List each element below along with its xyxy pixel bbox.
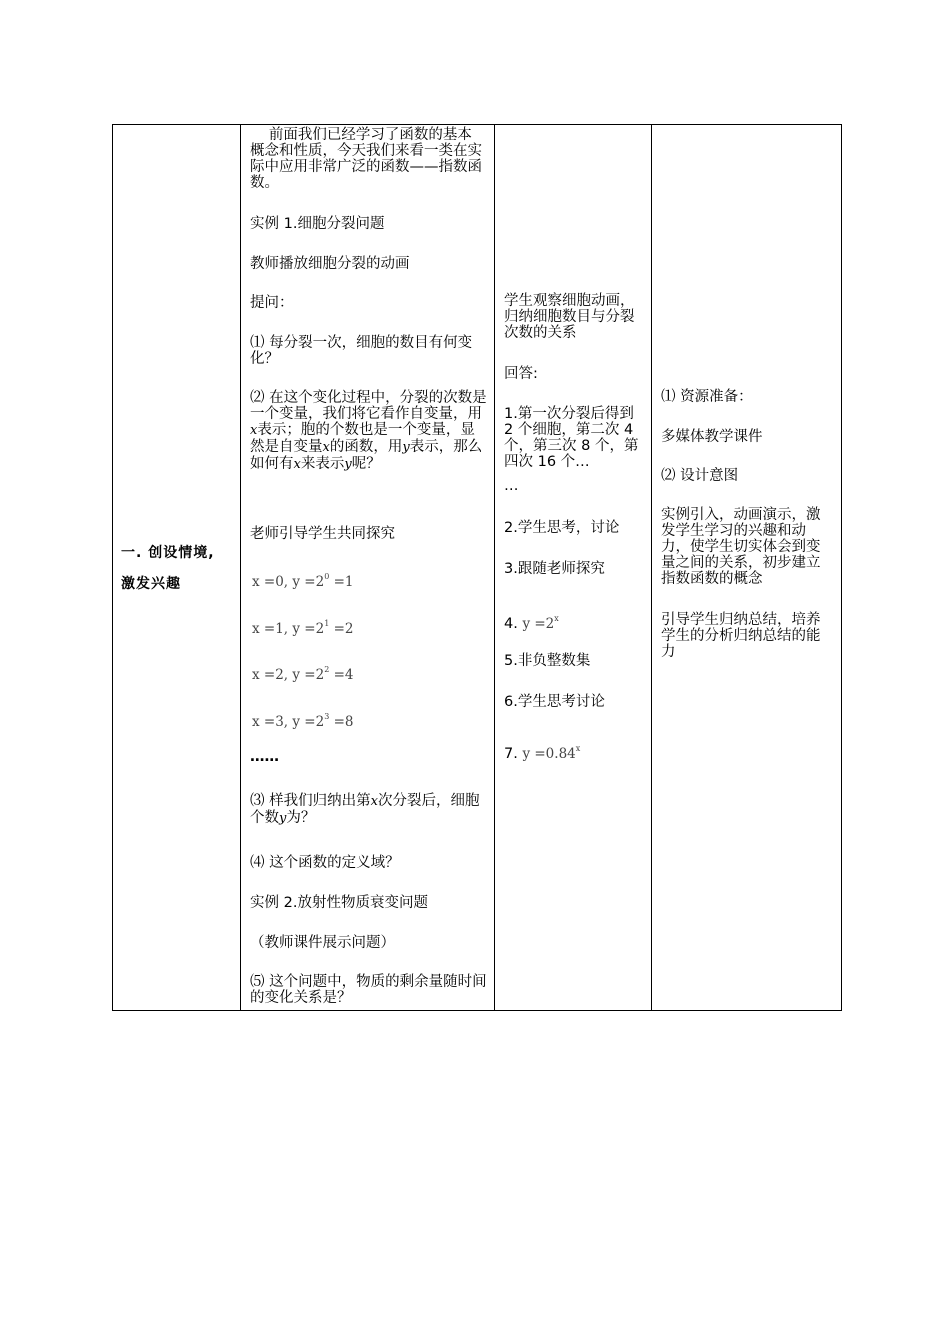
equation-4: x =3, $y =2^3 =8$: [252, 712, 354, 730]
intent-paragraph-1: 实例引入，动画演示，激发学生学习的兴趣和动力，使学生切实体会到变量之间的关系，初步建立指数函数的概念: [661, 507, 821, 587]
answer-7: 7. $y =0.84^x$: [504, 744, 581, 762]
example1-heading: 实例 1.细胞分裂问题: [250, 216, 385, 232]
resource-label: ⑴ 资源准备：: [661, 389, 753, 405]
guide-text: 老师引导学生共同探究: [250, 526, 395, 542]
question-1: ⑴ 每分裂一次，细胞的数目有何变化？: [250, 335, 473, 367]
equation-2: x =1, $y =2^1 =2$: [252, 619, 354, 637]
teaching-content-cell: [241, 125, 495, 1011]
intent-label: ⑵ 设计意图: [661, 468, 739, 484]
answer-2: 2.学生思考，讨论: [504, 520, 620, 536]
stage-cell: [113, 125, 241, 1011]
answer-1-cont: …: [504, 478, 519, 494]
question-2: ⑵ 在这个变化过程中，分裂的次数是一个变量，我们将它看作自变量，用x表示；胞的个数也是一个变量，显然是自变量x的函数，用y表示，那么如何有x来表示y呢？: [250, 390, 487, 472]
stage-title: 一. 创设情境, 激发兴趣: [121, 545, 215, 592]
observe-text: 学生观察细胞动画，归纳细胞数目与分裂次数的关系: [504, 293, 635, 341]
answer-5: 5.非负整数集: [504, 653, 591, 669]
animation-text: 教师播放细胞分裂的动画: [250, 256, 410, 272]
example2-heading: 实例 2.放射性物质衰变问题: [250, 895, 428, 911]
question-5: ⑸ 这个问题中，物质的剩余量随时间的变化关系是？: [250, 974, 487, 1006]
show-text: （教师课件展示问题）: [250, 935, 395, 951]
design-notes-cell: [652, 125, 842, 1011]
student-activity-cell: [495, 125, 652, 1011]
ask-label: 提问：: [250, 295, 294, 311]
question-3: ⑶ 样我们归纳出第x次分裂后，细胞个数y为？: [250, 793, 480, 826]
question-4: ⑷ 这个函数的定义域？: [250, 855, 400, 871]
ellipsis: ……: [250, 749, 279, 765]
media-text: 多媒体教学课件: [661, 429, 763, 445]
equation-1: x =0, $y =2^0 =1$: [252, 572, 354, 590]
equation-3: x =2, $y =2^2 =4$: [252, 665, 354, 683]
answer-3: 3.跟随老师探究: [504, 561, 605, 577]
table-row: [113, 125, 842, 1011]
intent-paragraph-2: 引导学生归纳总结，培养学生的分析归纳总结的能力: [661, 612, 821, 660]
answer-1: 1.第一次分裂后得到 2 个细胞，第二次 4 个，第三次 8 个，第四次 16 个…: [504, 406, 639, 470]
answer-label: 回答:: [504, 366, 538, 382]
intro-paragraph: 前面我们已经学习了函数的基本概念和性质，今天我们来看一类在实际中应用非常广泛的函数——指数函数。: [250, 127, 482, 191]
answer-6: 6.学生思考讨论: [504, 694, 605, 710]
answer-4: 4. $y =2^x$: [504, 614, 559, 632]
lesson-plan-table: [112, 124, 842, 1011]
